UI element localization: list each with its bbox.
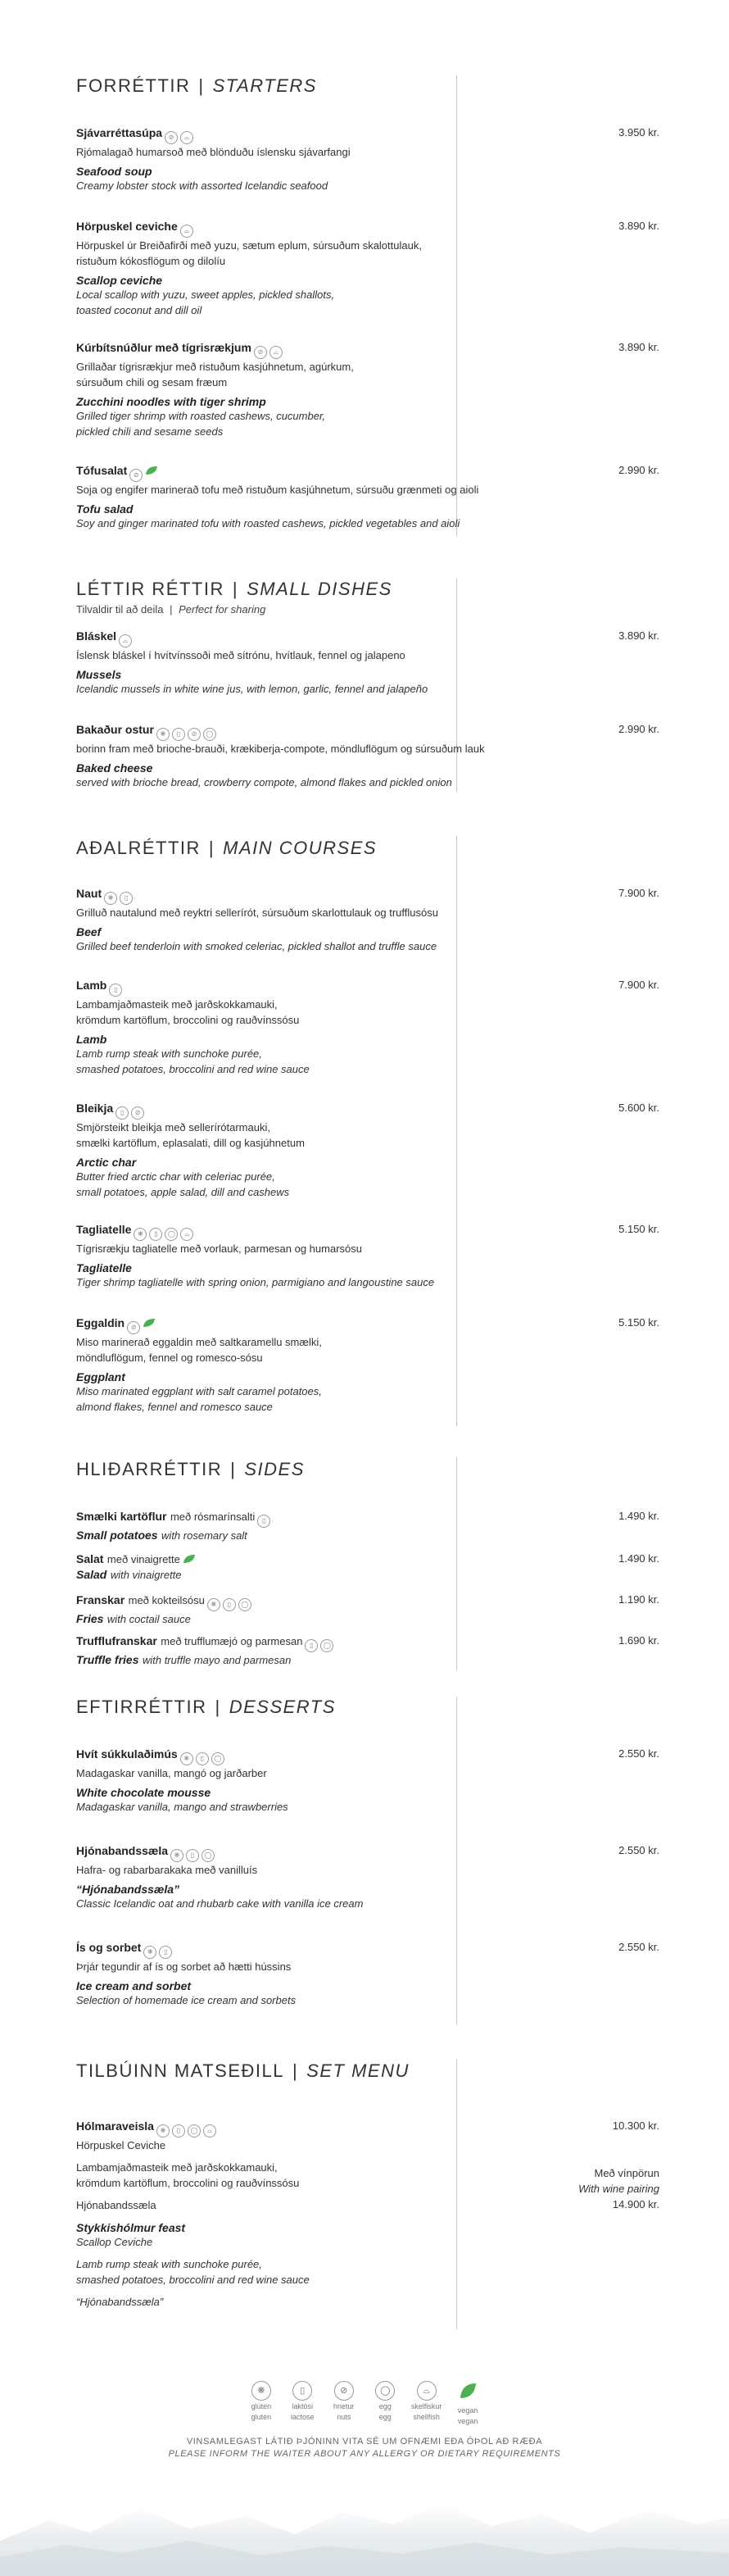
text-small-items-0-name: Bláskel [76, 629, 117, 643]
text-starters-items-2-desc-1: súrsuðum chili og sesam fræum [76, 376, 228, 388]
sides-section [76, 1459, 659, 1666]
legend-item [283, 2381, 321, 2422]
text-set_menu-e3: “Hjónabandssæla” [76, 2296, 164, 2308]
text-set_menu-l1: Hörpuskel Ceviche [76, 2139, 166, 2151]
nuts-icon: ⊘ [131, 1106, 144, 1120]
menu-item [76, 1844, 659, 1911]
text-starters-items-1-edesc-1: toasted coconut and dill oil [76, 304, 202, 316]
gluten-icon: ❋ [134, 1228, 147, 1241]
text-mains-items-1-name: Lamb [76, 979, 107, 992]
text-legend-5-is: vegan [457, 2406, 478, 2415]
lactose-icon: ▯ [172, 2124, 185, 2138]
text-sides-items-0-ename: Small potatoes [76, 1529, 158, 1542]
text-desserts-items-0-desc-0: Madagaskar vanilla, mangó og jarðarber [76, 1767, 267, 1779]
text-legend-1-is: laktósi [292, 2402, 314, 2410]
text-sides-items-1-inl: með vinaigrette [106, 1553, 180, 1565]
text-legend-0-is: glúten [251, 2402, 272, 2410]
main-courses-section [76, 838, 659, 1413]
text-small-sub_is: Tilvaldir til að deila [76, 603, 164, 616]
text-sides-items-3-price: 1.690 kr. [618, 1634, 659, 1647]
text-sides-items-1-name: Salat [76, 1552, 104, 1565]
text-mains-items-0-edesc-0: Grilled beef tenderloin with smoked celeriac, pickled shallot and truffle sauce [76, 940, 437, 952]
lactose-icon: ▯ [149, 1228, 162, 1241]
gluten-icon: ❋ [170, 1849, 183, 1862]
text-desserts-items-2-edesc-0: Selection of homemade ice cream and sorbets [76, 1994, 297, 2006]
text-sides-title_is: HLIÐARRÉTTIR [76, 1459, 223, 1479]
menu-item [76, 126, 659, 193]
text-sides-title_en: SIDES [244, 1459, 305, 1479]
text-sides-items-1-ename: Salad [76, 1568, 107, 1581]
gluten-icon: ❋ [143, 1946, 156, 1959]
nuts-icon: ⊘ [334, 2381, 354, 2401]
text-starters-items-1-desc-1: ristuðum kókosflögum og dilolíu [76, 255, 226, 267]
text-starters-title_en: STARTERS [212, 75, 317, 96]
text-mains-items-3-name: Tagliatelle [76, 1223, 132, 1236]
egg-icon: ◯ [375, 2381, 395, 2401]
text-starters-items-2-name: Kúrbítsnúðlur með tígrisrækjum [76, 341, 251, 354]
text-mains-items-4-desc-1: möndluflögum, fennel og romesco-sósu [76, 1352, 263, 1364]
egg-icon: ◯ [201, 1849, 215, 1862]
text-desserts-items-0-edesc-0: Madagaskar vanilla, mango and strawberries [76, 1801, 288, 1813]
text-desserts-items-0-price: 2.550 kr. [618, 1747, 659, 1760]
text-starters-items-2-edesc-1: pickled chili and sesame seeds [76, 425, 224, 438]
text-legend-4-en: shellfish [413, 2413, 440, 2421]
lactose-icon: ▯ [159, 1946, 172, 1959]
text-set_menu-ename: Stykkishólmur feast [76, 2221, 186, 2234]
text-small-items-1-edesc-0: served with brioche bread, crowberry compote, almond flakes and pickled onion [76, 776, 452, 788]
menu-item [76, 220, 659, 318]
nuts-icon: ⊘ [129, 469, 143, 482]
menu-item [76, 1552, 659, 1583]
text-mains-title_en: MAIN COURSES [223, 838, 378, 858]
text-small-title_en: SMALL DISHES [247, 579, 392, 599]
text-set_menu-wine_en: With wine pairing [578, 2183, 659, 2195]
text-desserts-items-2-name: Ís og sorbet [76, 1941, 142, 1954]
dish-name: Sjávarréttasúpa [76, 126, 163, 139]
text-starters-items-3-price: 2.990 kr. [618, 464, 659, 476]
section-title: HLIÐARRÉTTIR | SIDES [76, 1459, 305, 1479]
egg-icon: ◯ [165, 1228, 178, 1241]
vegan-icon [458, 2381, 478, 2401]
gluten-icon: ❋ [104, 892, 117, 905]
menu-item [76, 341, 659, 439]
desserts-section [76, 1697, 659, 2006]
text-desserts-title_is: EFTIRRÉTTIR [76, 1697, 207, 1717]
egg-icon: ◯ [320, 1639, 333, 1652]
shellfish-icon: ⌓ [269, 346, 283, 359]
text-sides-items-2-einl: with coctail sauce [106, 1613, 191, 1625]
vegan-icon [145, 466, 158, 475]
text-desserts-items-1-name: Hjónabandssæla [76, 1844, 169, 1857]
gluten-icon: ❋ [207, 1598, 220, 1611]
lactose-icon: ▯ [257, 1515, 270, 1528]
legend-item [366, 2381, 404, 2422]
lactose-icon: ▯ [115, 1106, 129, 1120]
text-mains-items-2-desc-1: smælki kartöflum, eplasalati, dill og kasjúhnetum [76, 1137, 305, 1149]
text-set_menu-l2a: Lambamjaðmasteik með jarðskokkamauki, [76, 2161, 278, 2174]
text-warning_en: PLEASE INFORM THE WAITER ABOUT ANY ALLERGY OR DIETARY REQUIREMENTS [168, 2449, 561, 2459]
text-legend-3-en: egg [378, 2413, 392, 2421]
text-legend-2-is: hnetur [333, 2402, 355, 2410]
text-mains-items-2-name: Bleikja [76, 1102, 114, 1115]
text-legend-2-en: nuts [337, 2413, 351, 2421]
text-starters-items-2-edesc-0: Grilled tiger shrimp with roasted cashews, cucumber, [76, 410, 326, 422]
text-starters-items-1-edesc-0: Local scallop with yuzu, sweet apples, pickled shallots, [76, 288, 335, 301]
text-sides-items-0-price: 1.490 kr. [618, 1510, 659, 1522]
text-starters-items-3-desc-0: Soja og engifer marinerað tofu með ristuðum kasjúhnetum, súrsuðu grænmeti og aioli [76, 484, 479, 496]
egg-icon: ◯ [238, 1598, 251, 1611]
text-mains-items-4-price: 5.150 kr. [618, 1316, 659, 1329]
shellfish-icon: ⌓ [203, 2124, 216, 2138]
gluten-icon: ❋ [156, 728, 170, 741]
text-sides-items-0-name: Smælki kartöflur [76, 1510, 167, 1523]
text-sides-items-2-ename: Fries [76, 1612, 104, 1625]
menu-item [76, 1510, 659, 1543]
menu-item [76, 1747, 659, 1815]
menu-item [76, 1102, 659, 1200]
text-starters-items-1-price: 3.890 kr. [618, 220, 659, 232]
text-sides-items-3-inl: með trufflumæjó og parmesan [161, 1635, 303, 1647]
text-starters-items-0-desc: Rjómalagað humarsoð með blönduðu íslensku sjávarfangi [76, 146, 351, 158]
text-sides-items-2-inl: með kokteilsósu [128, 1594, 205, 1606]
section-title: FORRÉTTIR | STARTERS [76, 75, 317, 96]
nuts-icon: ⊘ [254, 346, 267, 359]
text-mains-items-0-name: Naut [76, 887, 102, 900]
egg-icon: ◯ [188, 2124, 201, 2138]
shellfish-icon: ⌓ [180, 225, 193, 238]
legend-item [325, 2381, 363, 2422]
section-subtitle: Tilvaldir til að deila | Perfect for sharing [76, 603, 266, 616]
text-mains-items-4-name: Eggaldin [76, 1316, 125, 1329]
text-mains-items-1-edesc-0: Lamb rump steak with sunchoke purée, [76, 1047, 262, 1060]
menu-item [76, 2119, 659, 2310]
text-set_menu-e2b: smashed potatoes, broccolini and red wine sauce [76, 2274, 310, 2286]
text-sides-items-3-name: Trufflufranskar [76, 1634, 157, 1647]
text-mains-items-0-desc-0: Grilluð nautalund með reyktri sellerírót, súrsuðum skarlottulauk og trufflusósu [76, 906, 438, 919]
text-legend-4-is: skelfiskur [410, 2402, 442, 2410]
text-legend-3-is: egg [378, 2402, 392, 2410]
shellfish-icon: ⌓ [180, 131, 193, 144]
price: 3.950 kr. [618, 126, 659, 139]
text-desserts-items-0-name: Hvít súkkulaðimús [76, 1747, 178, 1760]
text-starters-items-3-name: Tófusalat [76, 464, 128, 477]
section-title: LÉTTIR RÉTTIR | SMALL DISHES [76, 579, 392, 599]
text-starters-items-0-ename: Seafood soup [76, 165, 152, 178]
mountain-illustration [0, 2475, 729, 2576]
menu-item [76, 887, 659, 954]
small-dishes-section [76, 579, 659, 788]
text-mains-items-3-desc-0: Tígrisrækju tagliatelle með vorlauk, parmesan og humarsósu [76, 1243, 362, 1255]
text-small-sub_en: Perfect for sharing [179, 603, 266, 616]
lactose-icon: ▯ [292, 2381, 312, 2401]
text-mains-items-3-ename: Tagliatelle [76, 1261, 132, 1274]
text-sides-items-0-einl: with rosemary salt [161, 1529, 247, 1542]
egg-icon: ◯ [203, 728, 216, 741]
text-set_menu-name: Hólmaraveisla [76, 2119, 154, 2133]
text-mains-items-3-edesc-0: Tiger shrimp tagliatelle with spring onion, parmigiano and langoustine sauce [76, 1276, 435, 1288]
text-set_menu-price: 10.300 kr. [612, 2119, 659, 2132]
text-mains-items-1-ename: Lamb [76, 1033, 107, 1046]
nuts-icon: ⊘ [165, 131, 178, 144]
text-starters-title_is: FORRÉTTIR [76, 75, 191, 96]
text-warning_is: VINSAMLEGAST LÁTIÐ ÞJÓNINN VITA SÉ UM OFNÆMI EÐA ÓÞOL AÐ RÆÐA [186, 2437, 543, 2447]
text-desserts-items-2-ename: Ice cream and sorbet [76, 1979, 192, 1992]
text-set_menu-l3: Hjónabandssæla [76, 2199, 156, 2211]
text-starters-items-1-ename: Scallop ceviche [76, 274, 163, 287]
gluten-icon: ❋ [156, 2124, 170, 2138]
menu-item [76, 723, 659, 790]
text-sides-items-2-price: 1.190 kr. [618, 1593, 659, 1606]
text-sides-items-1-einl: with vinaigrette [110, 1569, 182, 1581]
menu-item [76, 1223, 659, 1290]
text-small-items-0-price: 3.890 kr. [618, 629, 659, 642]
lactose-icon: ▯ [172, 728, 185, 741]
text-mains-items-4-edesc-0: Miso marinated eggplant with salt caramel potatoes, [76, 1385, 322, 1397]
menu-item [76, 1593, 659, 1627]
starters-section [76, 75, 659, 529]
text-starters-items-2-price: 3.890 kr. [618, 341, 659, 353]
text-desserts-items-1-edesc-0: Classic Icelandic oat and rhubarb cake with vanilla ice cream [76, 1897, 364, 1910]
text-legend-1-en: lactose [291, 2413, 315, 2421]
text-sides-items-3-ename: Truffle fries [76, 1653, 139, 1666]
text-mains-items-1-edesc-1: smashed potatoes, broccolini and red wine sauce [76, 1063, 310, 1075]
text-mains-items-0-ename: Beef [76, 925, 102, 938]
text-mains-items-2-price: 5.600 kr. [618, 1102, 659, 1114]
text-set_menu-e2a: Lamb rump steak with sunchoke purée, [76, 2258, 262, 2270]
allergy-notice [0, 2436, 729, 2460]
text-starters-items-3-edesc-0: Soy and ginger marinated tofu with roasted cashews, pickled vegetables and aioli [76, 517, 460, 529]
wine-pairing [578, 2165, 659, 2212]
text-set_menu-e1: Scallop Ceviche [76, 2236, 153, 2248]
text-small-items-1-name: Bakaður ostur [76, 723, 154, 736]
text-set_menu-title_is: TILBÚINN MATSEÐILL [76, 2060, 284, 2081]
text-starters-items-3-ename: Tofu salad [76, 502, 134, 516]
text-mains-title_is: AÐALRÉTTIR [76, 838, 201, 858]
legend-item [242, 2381, 280, 2422]
gluten-icon: ❋ [251, 2381, 271, 2401]
text-mains-items-2-desc-0: Smjörsteikt bleikja með sellerírótarmauki, [76, 1121, 270, 1134]
lactose-icon: ▯ [120, 892, 133, 905]
text-small-items-1-desc-0: borinn fram með brioche-brauði, krækiberja-compote, möndluflögum og súrsuðum lauk [76, 743, 485, 755]
text-mains-items-4-edesc-1: almond flakes, fennel and romesco sauce [76, 1401, 273, 1413]
text-small-title_is: LÉTTIR RÉTTIR [76, 579, 224, 599]
menu-item [76, 1634, 659, 1668]
lactose-icon: ▯ [305, 1639, 318, 1652]
text-starters-items-2-ename: Zucchini noodles with tiger shrimp [76, 395, 266, 408]
menu-item [76, 464, 659, 531]
text-set_menu-wine_price: 14.900 kr. [612, 2198, 659, 2210]
text-mains-items-1-price: 7.900 kr. [618, 979, 659, 991]
menu-item [76, 979, 659, 1077]
text-desserts-items-0-ename: White chocolate mousse [76, 1786, 211, 1799]
section-title: EFTIRRÉTTIR | DESSERTS [76, 1697, 336, 1717]
text-sides-items-1-price: 1.490 kr. [618, 1552, 659, 1565]
egg-icon: ◯ [211, 1752, 224, 1765]
section-title: TILBÚINN MATSEÐILL | SET MENU [76, 2060, 410, 2081]
text-mains-items-2-ename: Arctic char [76, 1156, 137, 1169]
lactose-icon: ▯ [109, 984, 122, 997]
text-legend-5-en: vegan [457, 2417, 478, 2425]
text-small-items-0-ename: Mussels [76, 668, 122, 681]
allergen-legend [0, 2381, 729, 2426]
text-set_menu-l2b: krömdum kartöflum, broccolini og rauðvínssósu [76, 2177, 300, 2189]
shellfish-icon: ⌓ [417, 2381, 437, 2401]
lactose-icon: ▯ [186, 1849, 199, 1862]
text-mains-items-1-desc-0: Lambamjaðmasteik með jarðskokkamauki, [76, 998, 278, 1011]
text-desserts-title_en: DESSERTS [229, 1697, 336, 1717]
text-mains-items-2-edesc-1: small potatoes, apple salad, dill and cashews [76, 1186, 290, 1198]
text-mains-items-3-price: 5.150 kr. [618, 1223, 659, 1235]
section-title: AÐALRÉTTIR | MAIN COURSES [76, 838, 378, 858]
nuts-icon: ⊘ [188, 728, 201, 741]
vegan-icon [183, 1554, 196, 1564]
text-starters-items-0-edesc-0: Creamy lobster stock with assorted Icelandic seafood [76, 179, 328, 192]
menu-item [76, 1316, 659, 1415]
text-legend-0-en: gluten [251, 2413, 272, 2421]
text-desserts-items-1-price: 2.550 kr. [618, 1844, 659, 1856]
text-desserts-items-1-ename: “Hjónabandssæla” [76, 1883, 180, 1896]
lactose-icon: ▯ [223, 1598, 236, 1611]
legend-item [449, 2381, 487, 2426]
text-sides-items-2-name: Franskar [76, 1593, 125, 1606]
set-menu-section [76, 2060, 659, 2308]
vegan-icon [143, 1318, 156, 1328]
text-mains-items-2-edesc-0: Butter fried arctic char with celeriac purée, [76, 1170, 275, 1183]
text-small-items-1-ename: Baked cheese [76, 761, 153, 775]
text-set_menu-wine_is: Með vínpörun [594, 2167, 659, 2179]
text-sides-items-0-inl: með rósmarínsalti [170, 1511, 256, 1523]
text-starters-items-2-desc-0: Grillaðar tígrisrækjur með ristuðum kasjúhnetum, agúrkum, [76, 361, 354, 373]
legend-item [408, 2381, 446, 2422]
text-desserts-items-2-desc-0: Þrjár tegundir af ís og sorbet að hætti hússins [76, 1960, 292, 1973]
text-mains-items-1-desc-1: krömdum kartöflum, broccolini og rauðvínssósu [76, 1014, 300, 1026]
text-small-items-1-price: 2.990 kr. [618, 723, 659, 735]
lactose-icon: ▯ [196, 1752, 209, 1765]
shellfish-icon: ⌓ [119, 634, 132, 647]
text-starters-items-1-name: Hörpuskel ceviche [76, 220, 178, 233]
text-small-items-0-desc-0: Íslensk bláskel í hvítvínssoði með sítrónu, hvítlauk, fennel og jalapeno [76, 649, 405, 661]
text-small-items-0-edesc-0: Icelandic mussels in white wine jus, with lemon, garlic, fennel and jalapeño [76, 683, 428, 695]
text-mains-items-4-desc-0: Miso marinerað eggaldin með saltkaramellu smælki, [76, 1336, 322, 1348]
menu-item [76, 1941, 659, 2008]
shellfish-icon: ⌓ [180, 1228, 193, 1241]
text-mains-items-4-ename: Eggplant [76, 1370, 125, 1383]
text-desserts-items-1-desc-0: Hafra- og rabarbarakaka með vanilluís [76, 1864, 258, 1876]
text-mains-items-0-price: 7.900 kr. [618, 887, 659, 899]
nuts-icon: ⊘ [127, 1321, 140, 1334]
text-desserts-items-2-price: 2.550 kr. [618, 1941, 659, 1953]
text-set_menu-title_en: SET MENU [306, 2060, 410, 2081]
text-starters-items-1-desc-0: Hörpuskel úr Breiðafirði með yuzu, sætum eplum, súrsuðum skalottulauk, [76, 239, 422, 252]
menu-item [76, 629, 659, 697]
gluten-icon: ❋ [180, 1752, 193, 1765]
text-sides-items-3-einl: with truffle mayo and parmesan [142, 1654, 292, 1666]
